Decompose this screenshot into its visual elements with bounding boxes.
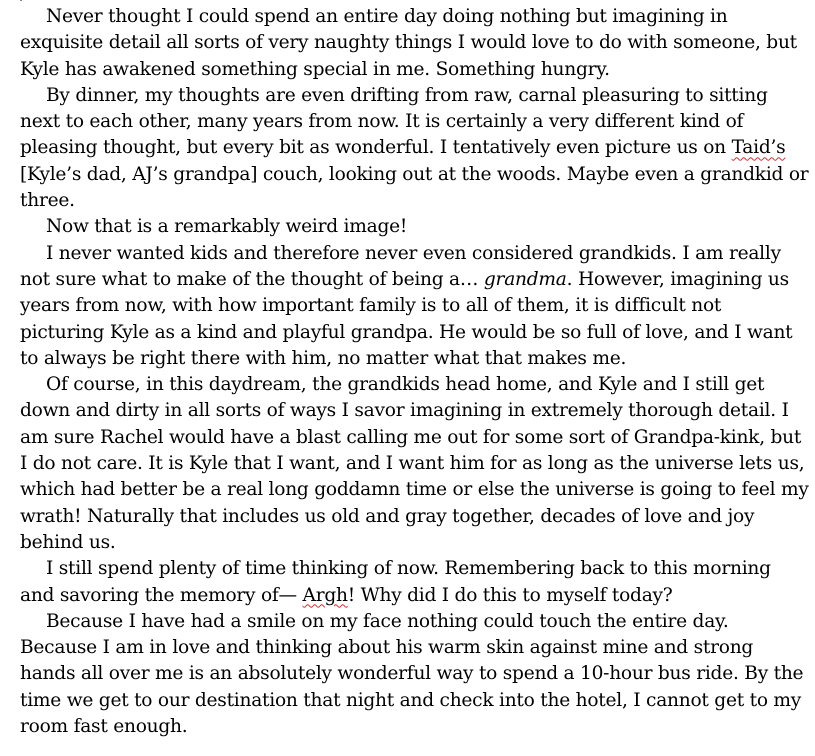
paragraph-3 <box>20 214 810 240</box>
paragraph-7 <box>20 609 810 740</box>
paragraph-text: By dinner, my thoughts are even drifting from raw, carnal pleasuring to sitting next to each other, many years from now. It is certainly a very different kind of pleasing thought, but every bit as wonderful. I tentatively even picture us on <box>20 84 768 159</box>
paragraph-text: Now that is a remarkably weird image! <box>46 216 408 238</box>
paragraph-text: I still spend plenty of time thinking of now. Remembering back to this morning and savoring the memory of— <box>20 558 771 606</box>
spellcheck-flagged-word[interactable]: Taid’s <box>731 137 786 159</box>
paragraph-text: I never wanted kids and therefore never even considered grandkids. I am really not sure what to make of the thought of being a… <box>20 242 781 290</box>
spellcheck-flagged-word[interactable]: Argh <box>302 584 348 606</box>
italic-word: grandma <box>483 268 567 290</box>
paragraph-6 <box>20 556 810 609</box>
paragraph-5 <box>20 372 810 556</box>
paragraph-text: ! Why did I do this to myself today? <box>347 584 673 606</box>
page-top-marker <box>20 0 22 1</box>
paragraph-2 <box>20 83 810 214</box>
paragraph-text: [Kyle’s dad, AJ’s grandpa] couch, looking out at the woods. Maybe even a grandkid or three. <box>20 163 809 212</box>
paragraph-text: . However, imagining us years from now, with how important family is to all of them, it is difficult not picturing Kyle as a kind and playful grandpa. He would be so full of love, and I want to always be right there with him, no matter what that makes me. <box>20 268 793 369</box>
document-body <box>20 4 810 740</box>
paragraph-text: Never thought I could spend an entire day doing nothing but imagining in exquisite detail all sorts of very naughty things I would love to do with someone, but Kyle has awakened something special in me. Something hungry. <box>20 6 797 80</box>
paragraph-text: Because I have had a smile on my face nothing could touch the entire day. Because I am in love and thinking about his warm skin against mine and strong hands all over me is an absolutely wonderful way to spend a 10-hour bus ride. By the time we get to our destination that night and check into the hotel, I cannot get to my room fast enough. <box>20 610 804 738</box>
paragraph-text: Of course, in this daydream, the grandkids head home, and Kyle and I still get down and dirty in all sorts of ways I savor imagining in extremely thorough detail. I am sure Rachel would have a blast calling me out for some sort of Grandpa-kink, but I do not care. It is Kyle that I want, and I want him for as long as the universe lets us, which had better be a real long goddamn time or else the universe is going to feel my wrath! Naturally that includes us old and gray together, decades of love and joy behind us. <box>20 374 809 553</box>
paragraph-4 <box>20 241 810 372</box>
paragraph-1 <box>20 4 810 83</box>
